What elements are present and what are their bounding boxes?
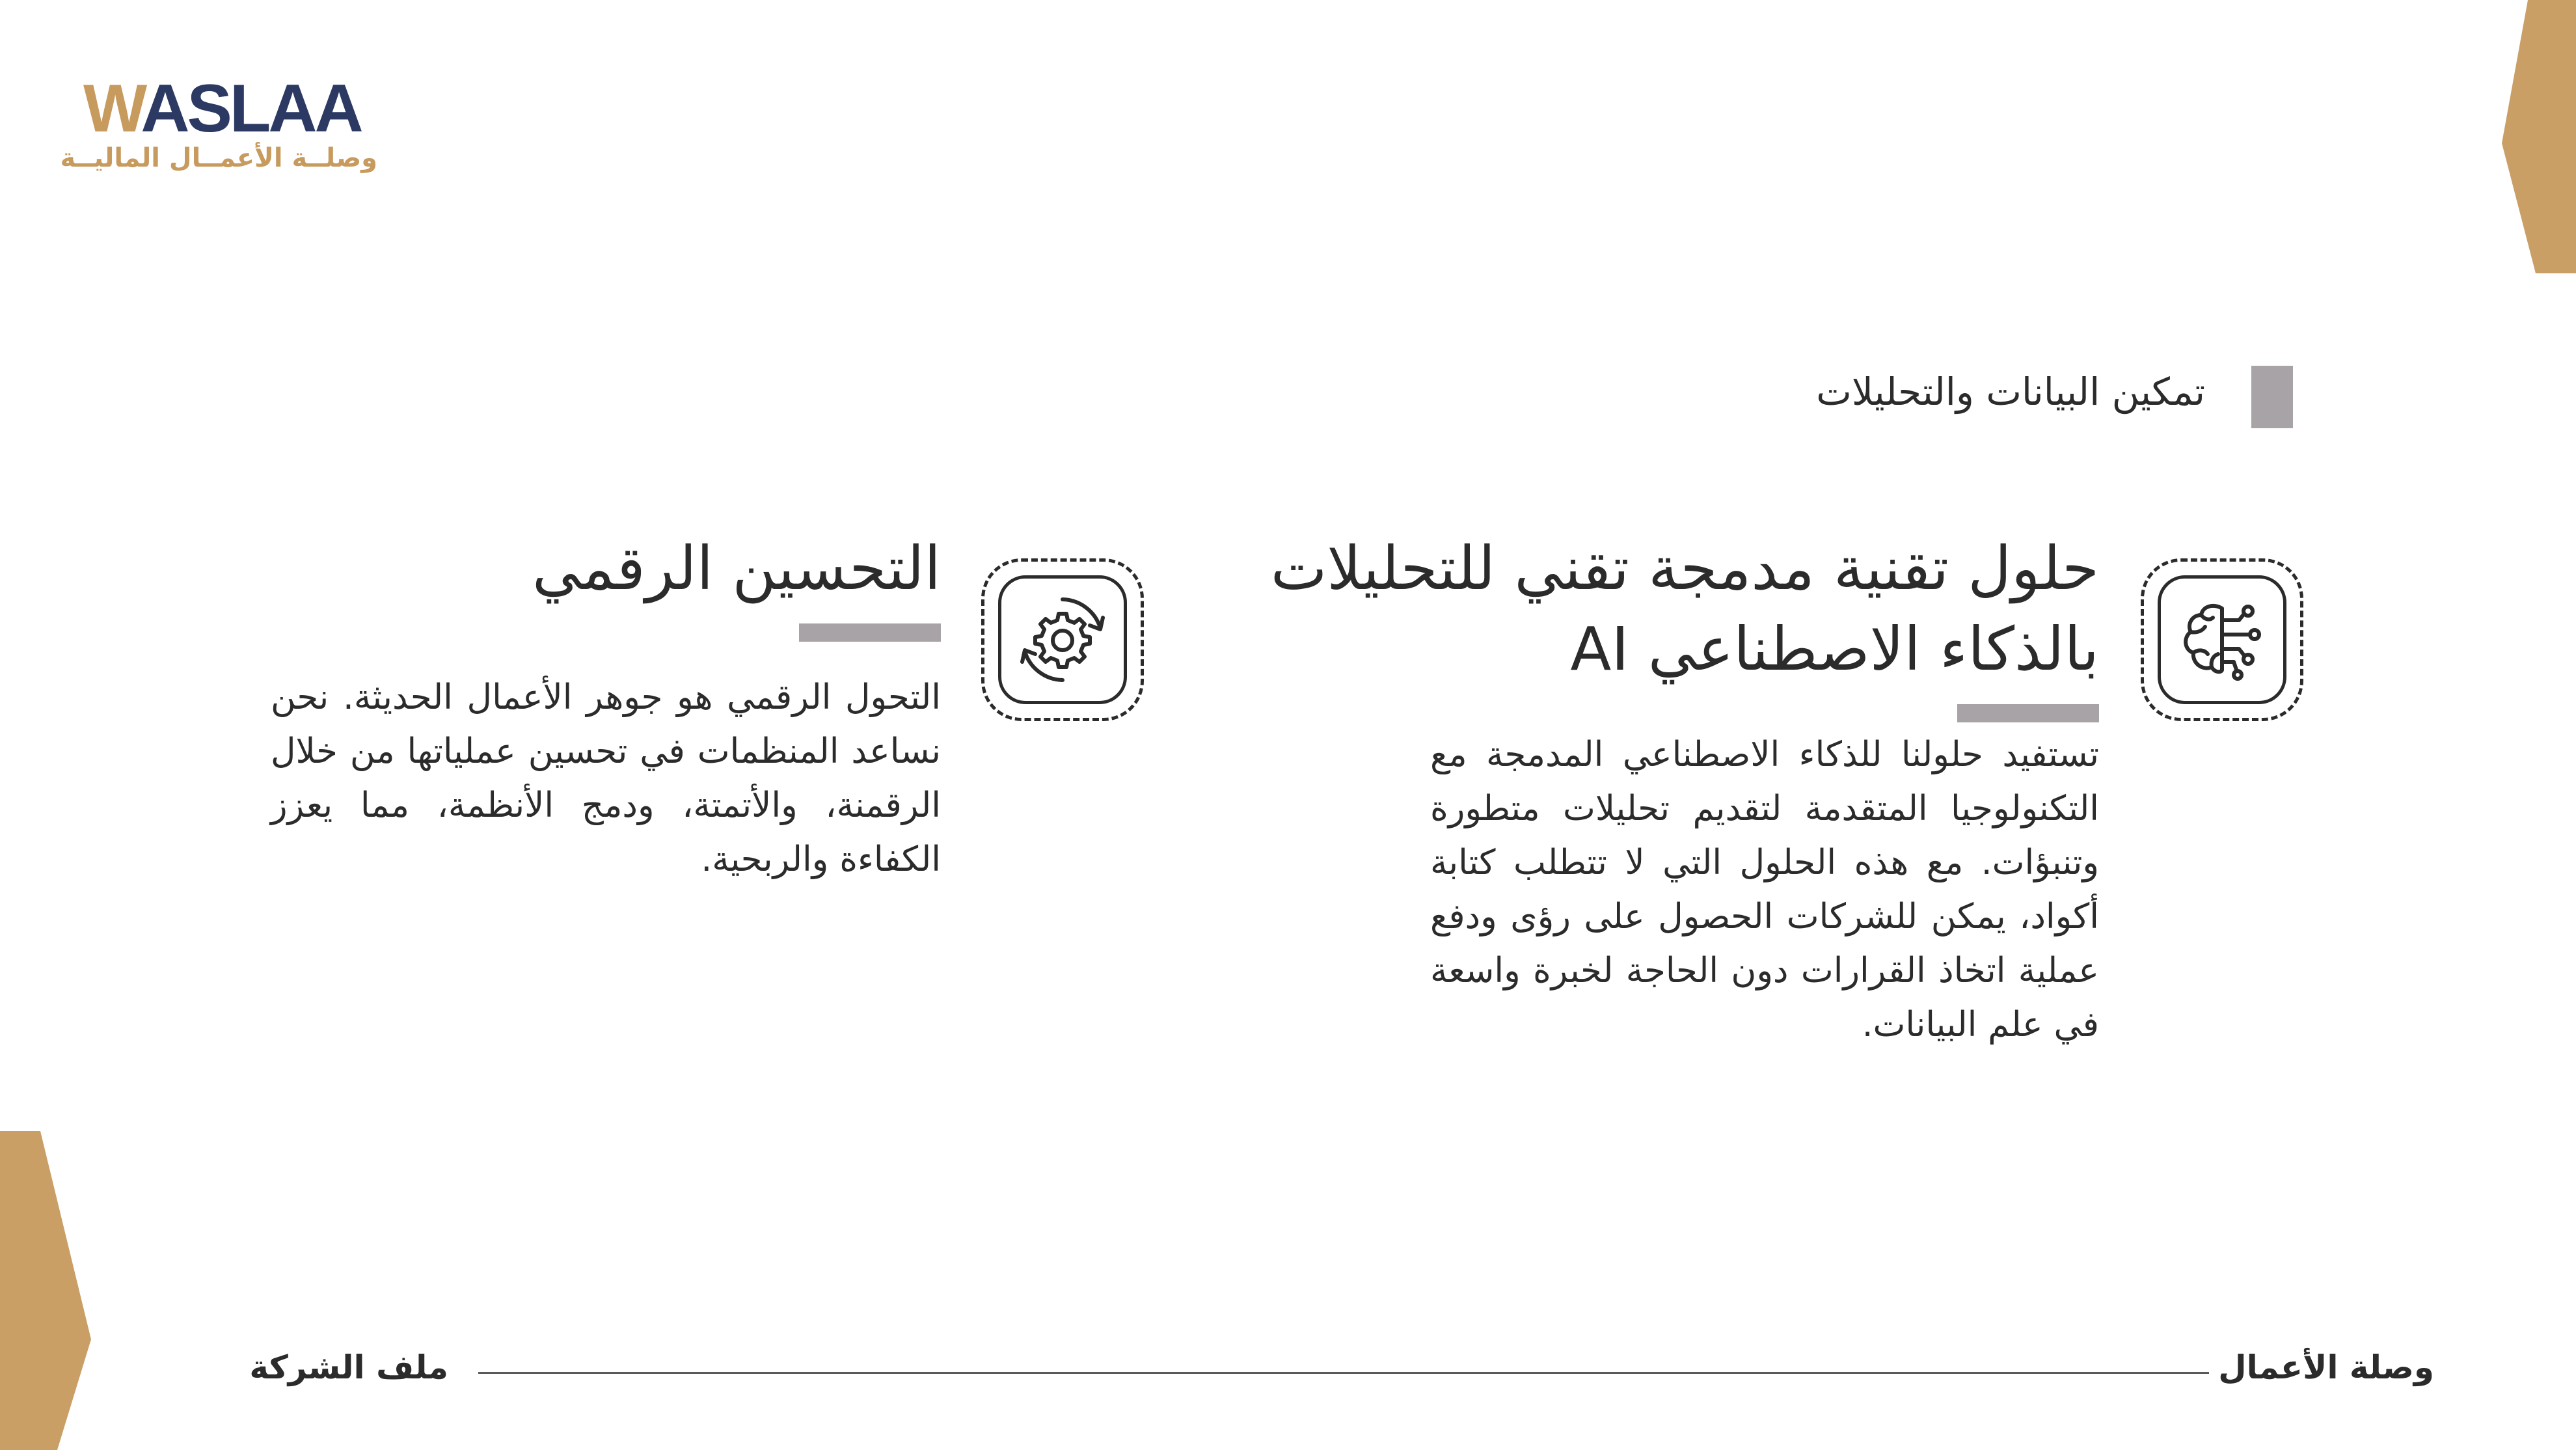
logo-subtitle: وصلــة الأعمــال الماليــة xyxy=(60,143,377,173)
digital-card-title-underline xyxy=(799,623,941,642)
footer-divider xyxy=(478,1372,2209,1374)
gear-refresh-icon xyxy=(1017,594,1108,685)
digital-card-icon-badge xyxy=(981,558,1144,721)
brain-circuit-icon xyxy=(2176,594,2268,685)
ai-card-icon-badge xyxy=(2141,558,2303,721)
ai-card-body: تستفيد حلولنا للذكاء الاصطناعي المدمجة مع التكنولوجيا المتقدمة لتقديم تحليلات متطورة وتنبؤات. مع هذه الحلول التي لا تتطلب كتابة أكواد، يمكن للشركات الحصول على رؤى ودفع عملية اتخاذ القرارات دون الحاجة لخبرة واسعة في علم البيانات. xyxy=(1430,735,2099,1045)
logo-wordmark-text: ASLAA xyxy=(141,71,361,146)
footer-company-profile: ملف الشركة xyxy=(249,1348,448,1386)
logo-wordmark: WASLAA xyxy=(83,71,361,146)
company-logo xyxy=(60,71,383,184)
digital-card-body: التحول الرقمي هو جوهر الأعمال الحديثة. نحن نساعد المنظمات في تحسين عملياتها من خلال الرقمنة، والأتمتة، ودمج الأنظمة، مما يعزز الكفاءة والربحية. xyxy=(271,677,941,879)
section-title: تمكين البيانات والتحليلات xyxy=(1816,370,2205,414)
digital-card-title: التحسين الرقمي xyxy=(532,534,941,603)
ai-card-title-underline xyxy=(1957,704,2099,722)
footer-brand-name: وصلة الأعمال xyxy=(2218,1348,2434,1386)
section-marker xyxy=(2251,366,2293,428)
corner-decoration-top-right xyxy=(2502,0,2576,273)
corner-decoration-bottom-left xyxy=(0,1131,91,1450)
ai-card-title: حلول تقنية مدمجة تقني للتحليلات بالذكاء الاصطناعي AI xyxy=(1270,534,2099,684)
